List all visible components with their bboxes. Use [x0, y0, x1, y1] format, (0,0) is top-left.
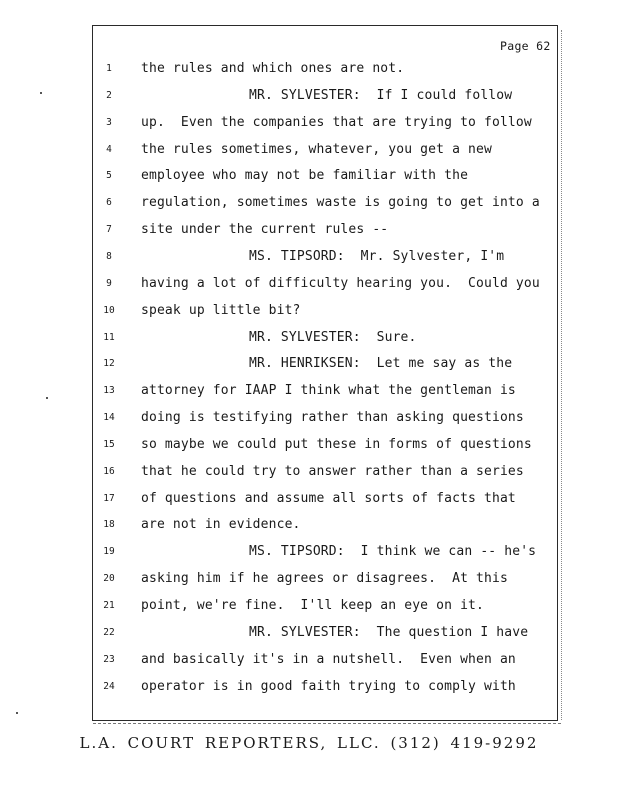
transcript-line	[92, 545, 558, 565]
transcript-line	[92, 626, 558, 646]
line-text: and basically it's in a nutshell. Even when an	[141, 651, 516, 667]
line-number: 5	[106, 170, 112, 182]
transcript-line	[92, 384, 558, 404]
transcript-line	[92, 653, 558, 673]
transcript-line	[92, 277, 558, 297]
transcript-line	[92, 116, 558, 136]
line-text: of questions and assume all sorts of facts that	[141, 490, 516, 506]
line-text: regulation, sometimes waste is going to get into a	[141, 195, 540, 211]
transcript-line	[92, 250, 558, 270]
transcript-line	[92, 89, 558, 109]
line-number: 2	[106, 89, 112, 101]
line-number: 24	[103, 680, 115, 692]
line-number: 18	[103, 519, 115, 531]
line-number: 15	[103, 438, 115, 450]
line-text: so maybe we could put these in forms of questions	[141, 436, 532, 452]
transcript-line	[92, 143, 558, 163]
transcript-line	[92, 223, 558, 243]
transcript-line	[92, 492, 558, 512]
line-text: having a lot of difficulty hearing you. Could you	[141, 275, 540, 291]
transcript-line	[92, 599, 558, 619]
line-text: the rules and which ones are not.	[141, 61, 405, 76]
transcript-line	[92, 304, 558, 324]
line-number: 12	[103, 358, 115, 370]
scan-speck	[16, 712, 18, 714]
transcript-line	[92, 331, 558, 351]
line-text: up. Even the companies that are trying to follow	[141, 114, 532, 130]
transcript-line	[92, 438, 558, 458]
line-number: 9	[106, 277, 112, 289]
line-text: MS. TIPSORD: Mr. Sylvester, I'm	[249, 248, 505, 264]
line-text: operator is in good faith trying to comply with	[141, 678, 516, 694]
line-number: 7	[106, 224, 112, 236]
line-number: 19	[103, 546, 115, 558]
line-text: MR. HENRIKSEN: Let me say as the	[249, 356, 513, 372]
line-number: 17	[103, 492, 115, 504]
line-number: 8	[106, 250, 112, 262]
line-text: employee who may not be familiar with the	[141, 168, 469, 184]
scan-speck	[46, 397, 48, 399]
transcript-line	[92, 572, 558, 592]
transcript-line	[92, 357, 558, 377]
transcript-line	[92, 680, 558, 700]
line-text: point, we're fine. I'll keep an eye on it.	[141, 598, 484, 613]
line-number: 1	[106, 63, 112, 74]
scan-speck	[40, 92, 42, 94]
line-text: site under the current rules --	[141, 222, 389, 238]
court-reporter-footer: L.A. COURT REPORTERS, LLC. (312) 419-9292	[79, 734, 539, 752]
line-number: 14	[103, 412, 115, 424]
line-text: MR. SYLVESTER: The question I have	[249, 624, 529, 640]
line-number: 16	[103, 465, 115, 477]
transcript-line	[92, 169, 558, 189]
line-number: 20	[103, 573, 115, 585]
line-text: doing is testifying rather than asking questions	[141, 410, 524, 426]
transcript-line	[92, 196, 558, 216]
line-number: 4	[106, 143, 112, 155]
line-number: 3	[106, 116, 112, 128]
line-number: 11	[103, 331, 115, 343]
line-number: 21	[103, 600, 115, 611]
page-number: Page 62	[500, 39, 551, 53]
line-text: asking him if he agrees or disagrees. At this	[141, 571, 508, 587]
line-number: 23	[103, 653, 115, 665]
transcript-line	[92, 518, 558, 538]
line-text: speak up little bit?	[141, 302, 301, 318]
transcript-line	[92, 411, 558, 431]
line-number: 10	[103, 304, 115, 316]
line-text: MS. TIPSORD: I think we can -- he's	[249, 544, 537, 560]
line-text: MR. SYLVESTER: Sure.	[249, 329, 417, 345]
line-text: that he could try to answer rather than a series	[141, 463, 524, 479]
line-number: 22	[103, 626, 115, 638]
transcript-line	[92, 62, 558, 82]
transcript-line	[92, 465, 558, 485]
line-text: MR. SYLVESTER: If I could follow	[249, 87, 513, 103]
line-text: are not in evidence.	[141, 517, 301, 533]
line-text: attorney for IAAP I think what the gentleman is	[141, 383, 516, 399]
line-text: the rules sometimes, whatever, you get a new	[141, 141, 492, 157]
line-number: 6	[106, 197, 112, 209]
line-number: 13	[103, 385, 115, 397]
right-margin-rule	[561, 30, 562, 720]
